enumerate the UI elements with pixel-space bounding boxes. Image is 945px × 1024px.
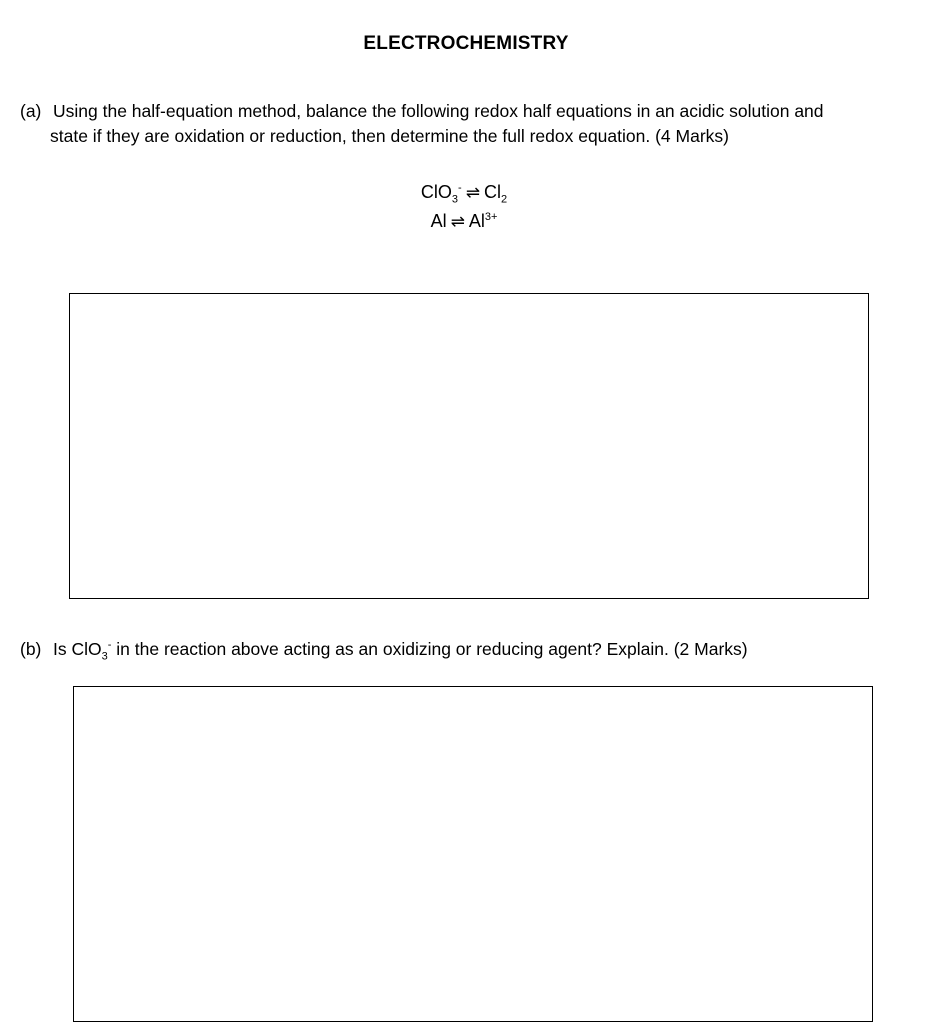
aluminium-formula: Al: [430, 211, 447, 231]
page-title: ELECTROCHEMISTRY: [363, 33, 569, 54]
question-a-text-line-1: Using the half-equation method, balance the following redox half equations in an acidic solution and: [53, 101, 824, 121]
question-b-subscript: 3: [101, 650, 108, 663]
answer-box-a[interactable]: [69, 293, 869, 599]
question-a: [20, 99, 925, 149]
question-b-text-end: in the reaction above acting as an oxidizing or reducing agent? Explain. (2 Marks): [111, 639, 748, 659]
chlorine-formula: Cl: [483, 182, 501, 202]
question-b: [20, 637, 925, 662]
question-b-label: (b): [20, 639, 42, 659]
question-a-label: (a): [20, 101, 42, 121]
equilibrium-arrow-icon: ⇌: [450, 212, 465, 231]
chlorate-formula: ClO: [420, 182, 452, 202]
half-equations: [0, 178, 928, 236]
aluminium-ion-formula: Al: [468, 211, 485, 231]
chlorate-subscript: 3: [451, 193, 459, 206]
question-b-text-start: Is ClO: [53, 639, 102, 659]
question-a-text-line-2: state if they are oxidation or reduction, then determine the full redox equation. (4 Marks): [50, 126, 729, 146]
equilibrium-arrow-icon: ⇌: [465, 183, 480, 202]
question-a-line-1: [20, 99, 925, 124]
question-b-charge: -: [107, 639, 112, 652]
chlorine-subscript: 2: [500, 193, 508, 206]
half-equation-aluminium: [0, 207, 928, 236]
half-equation-chlorate: [0, 178, 928, 207]
answer-box-b[interactable]: [73, 686, 873, 1022]
chlorate-charge: -: [458, 182, 462, 194]
aluminium-ion-charge: 3+: [484, 211, 498, 223]
